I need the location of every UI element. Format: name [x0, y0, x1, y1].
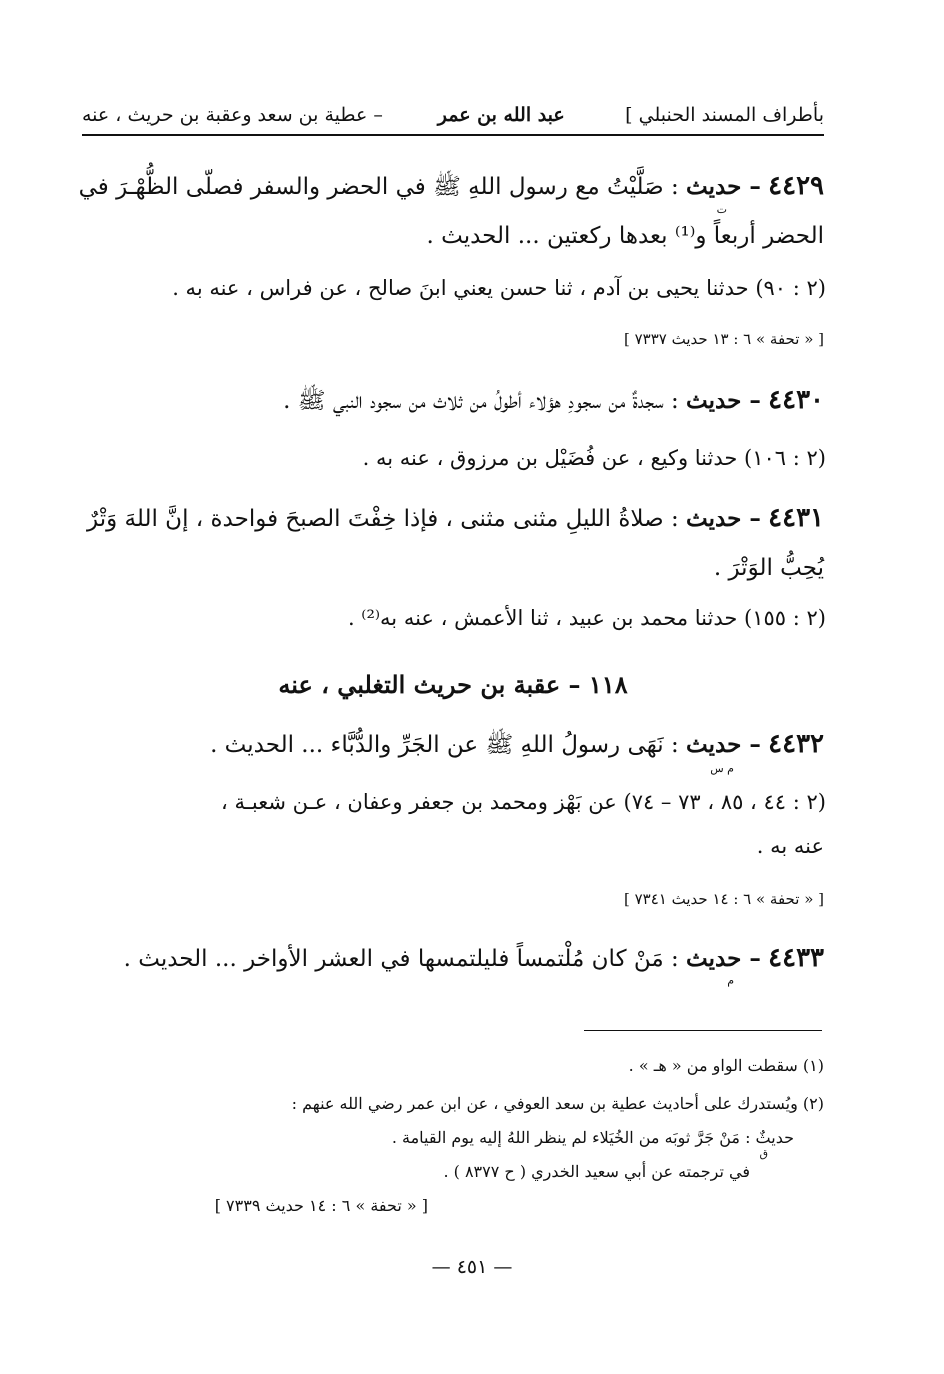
hadith-number: ٤٤٣٢ [768, 729, 824, 759]
hadith-4429-line1: ٤٤٢٩ – حديث : صَلَّيْتُ مع رسول اللهِ ﷺ في الحضر والسفر فصلّى الظُّهْـرَ في [78, 171, 824, 201]
hadith-text: : سجدةٌ من سجودِ هؤلاء أطولُ من ثلاث من سجود النبي ﷺ . [283, 388, 679, 414]
hadith-keyword: حديث [686, 173, 742, 200]
footnote-2-source: في ترجمته عن أبي سعيد الخدري ( ح ٨٣٧٧ ) . [443, 1162, 750, 1181]
hadith-number: ٤٤٣٣ [768, 943, 824, 973]
running-header [82, 100, 824, 136]
hadith-number: ٤٤٢٩ [768, 171, 824, 201]
hadith-siglum: ت [716, 203, 727, 216]
footnote-siglum: ق [759, 1147, 768, 1160]
hadith-keyword: حديث [686, 505, 742, 532]
hadith-4431-line2 [82, 540, 824, 596]
footnote-2-hadith: حديثٌ : مَنْ جَرَّ ثوبَه من الخُيَلاء لم ينظر اللهُ إليه يوم القيامة . [391, 1128, 794, 1147]
hadith-4433-line1: ٤٤٣٣ – حديث : مَنْ كان مُلْتمساً فليلتمسها في العشر الأواخر ... الحديث . [123, 943, 824, 973]
hadith-text-continued: يُحِبُّ الوَتْرَ . [713, 555, 824, 581]
page-number: — ٤٥١ — [431, 1256, 513, 1278]
hadith-4430-line1: ٤٤٣٠ – حديث : سجدةٌ من سجودِ هؤلاء أطولُ من ثلاث من سجود النبي ﷺ . [283, 385, 824, 415]
hadith-keyword: حديث [686, 731, 742, 758]
hadith-keyword: حديث [686, 945, 742, 972]
hadith-text: : صلاةُ الليلِ مثنى مثنى ، فإذا خِفْتَ الصبحَ فواحدة ، إنَّ اللهَ وَتْرٌ [87, 506, 679, 532]
hadith-siglum: م س [710, 762, 734, 775]
hadith-text-continued: الحضر أربعاً و⁽¹⁾ بعدها ركعتين ... الحديث . [426, 223, 824, 249]
hadith-keyword: حديث [686, 387, 742, 414]
header-title [438, 104, 824, 126]
footnote-2: (٢) ويُستدرك على أحاديث عطية بن سعد العوفي ، عن ابن عمر رضي الله عنهم : [291, 1094, 824, 1113]
hadith-4431-line1: ٤٤٣١ – حديث : صلاةُ الليلِ مثنى مثنى ، فإذا خِفْتَ الصبحَ فواحدة ، إنَّ اللهَ وَتْرٌ [87, 503, 824, 533]
isnad-chain: (٢ : ٤٤ ، ٨٥ ، ٧٣ – ٧٤) عن بَهْز ومحمد بن جعفر وعفان ، عـن شعبـة ، [221, 790, 826, 814]
hadith-number: ٤٤٣٠ [768, 385, 824, 415]
isnad-chain: (٢ : ١٥٥) حدثنا محمد بن عبيد ، ثنا الأعمش ، عنه به⁽²⁾ . [347, 606, 826, 630]
footnote-separator [584, 1030, 822, 1031]
hadith-4429-line2 [82, 208, 824, 264]
hadith-text: : مَنْ كان مُلْتمساً فليلتمسها في العشر الأواخر ... الحديث . [123, 946, 679, 972]
footnote-1: (١) سقطت الواو من « هـ » . [628, 1056, 824, 1075]
tuhfa-reference: [ « تحفة » ٦ : ١٤ حديث ٧٣٤١ ] [623, 890, 824, 908]
isnad-chain-continued: عنه به . [756, 834, 824, 858]
hadith-text: : صَلَّيْتُ مع رسول اللهِ ﷺ في الحضر والسفر فصلّى الظُّهْـرَ في [78, 174, 679, 200]
isnad-chain: (٢ : ٩٠) حدثنا يحيى بن آدم ، ثنا حسن يعني ابنَ صالح ، عن فراس ، عنه به . [172, 276, 826, 300]
header-narrator: عبد الله بن عمر [437, 104, 565, 126]
header-book-title: بأطراف المسند الحنبلي ] [625, 104, 824, 126]
hadith-text: : نَهَى رسولُ اللهِ ﷺ عن الجَرِّ والدُّبَّاء ... الحديث . [210, 732, 679, 758]
header-subtitle: – عطية بن سعد وعقبة بن حريث ، عنه [82, 104, 383, 126]
chapter-heading: ١١٨ – عقبة بن حريث التغلبي ، عنه [278, 670, 628, 699]
hadith-4432-line1: ٤٤٣٢ – حديث : نَهَى رسولُ اللهِ ﷺ عن الجَرِّ والدُّبَّاء ... الحديث . [210, 729, 824, 759]
isnad-chain: (٢ : ١٠٦) حدثنا وكيع ، عن فُضَيْل بن مرزوق ، عنه به . [362, 446, 826, 470]
tuhfa-reference: [ « تحفة » ٦ : ١٣ حديث ٧٣٣٧ ] [623, 330, 824, 348]
hadith-siglum: م [727, 974, 734, 987]
hadith-number: ٤٤٣١ [768, 503, 824, 533]
footnote-tuhfa-reference: [ « تحفة » ٦ : ١٤ حديث ٧٣٣٩ ] [214, 1196, 428, 1215]
